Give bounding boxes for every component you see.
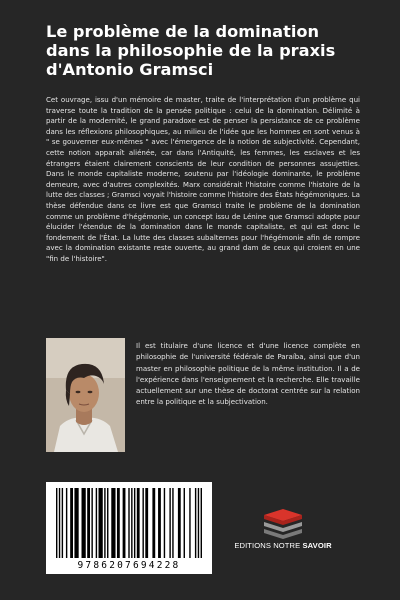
- barcode-bar: [56, 488, 57, 558]
- barcode-bar: [91, 488, 92, 558]
- book-abstract: Cet ouvrage, issu d'un mémoire de master, traite de l'interprétation d'un problème qui traverse toute la tradition de la pensée politique : celui de la domination. Délimité à partir de la modernité, le grand paradoxe est de penser la persistance de ce problème dans les réflexions philosophiques, au milieu de l'idée que les hommes en sont venus à " se gouverner eux-mêmes " avec l'émergence de la notion de subjectivité. Cependant, cette notion apparaît aliénée, car dans l'Antiquité, les femmes, les esclaves et les étrangers étaient clairement conscients de leur condition de personnes assujetties. Dans le monde capitaliste moderne, soutenu par l'idéologie dominante, le problème demeure, avec d'autres complexités. Marx considérait l'histoire comme l'histoire de la lutte des classes ; Gramsci voyait l'histoire comme l'histoire des États hégémoniques. La thèse défendue dans ce livre est que Gramsci traite le problème de la domination comme un problème d'hégémonie, un concept issu de Lénine que Gramsci adopte pour élucider l'étendue de la domination dans le monde capitaliste, et qui est donc le fondement de l'État. La lutte des classes subalternes pour l'hégémonie afin de rompre avec la domination existante reste ouverte, au grand dam de ceux qui croient en une "fin de l'histoire".: [46, 95, 360, 263]
- author-bio: Il est titulaire d'une licence et d'une licence complète en philosophie de l'université fédérale de Paraíba, ainsi que d'un master en philosophie politique de la même institution. Il a de l'expérience dans l'enseignement et la recherche. Elle travaille actuellement sur une thèse de doctorat centrée sur la relation entre la politique et la subjectivation.: [136, 341, 360, 407]
- publisher-prefix: EDITIONS NOTRE: [234, 541, 303, 550]
- barcode-bar: [74, 488, 78, 558]
- barcode-bar: [111, 488, 115, 558]
- barcode-bar: [134, 488, 135, 558]
- barcode: [46, 482, 212, 574]
- barcode-bar: [137, 488, 140, 558]
- barcode-bar: [201, 488, 202, 558]
- barcode-bar: [172, 488, 173, 558]
- barcode-bar: [66, 488, 67, 558]
- barcode-bar: [152, 488, 155, 558]
- barcode-bar: [164, 488, 165, 558]
- isbn-number: 9786207694228: [77, 560, 181, 571]
- barcode-bar: [195, 488, 196, 558]
- barcode-bar: [169, 488, 170, 558]
- publisher-name: [233, 541, 333, 550]
- barcode-bar: [128, 488, 129, 558]
- barcode-bar: [96, 488, 97, 558]
- publisher-brand: SAVOIR: [302, 541, 332, 550]
- barcode-bar: [184, 488, 185, 558]
- barcode-bar: [117, 488, 120, 558]
- barcode-bar: [131, 488, 132, 558]
- barcode-bar: [158, 488, 161, 558]
- barcode-bar: [142, 488, 143, 558]
- barcode-bar: [99, 488, 103, 558]
- barcode-bar: [104, 488, 105, 558]
- barcode-bar: [123, 488, 126, 558]
- barcode-bar: [107, 488, 108, 558]
- author-photo: [46, 338, 125, 452]
- barcode-bar: [59, 488, 60, 558]
- barcode-bar: [62, 488, 63, 558]
- barcode-bar: [189, 488, 190, 558]
- barcode-bar: [82, 488, 86, 558]
- barcode-bar: [145, 488, 148, 558]
- barcode-bar: [178, 488, 181, 558]
- stacked-books-icon: [258, 507, 308, 539]
- barcode-bar: [87, 488, 90, 558]
- barcode-bar: [70, 488, 73, 558]
- barcode-bar: [198, 488, 199, 558]
- book-title: Le problème de la domination dans la philosophie de la praxis d'Antonio Gramsci: [46, 22, 336, 79]
